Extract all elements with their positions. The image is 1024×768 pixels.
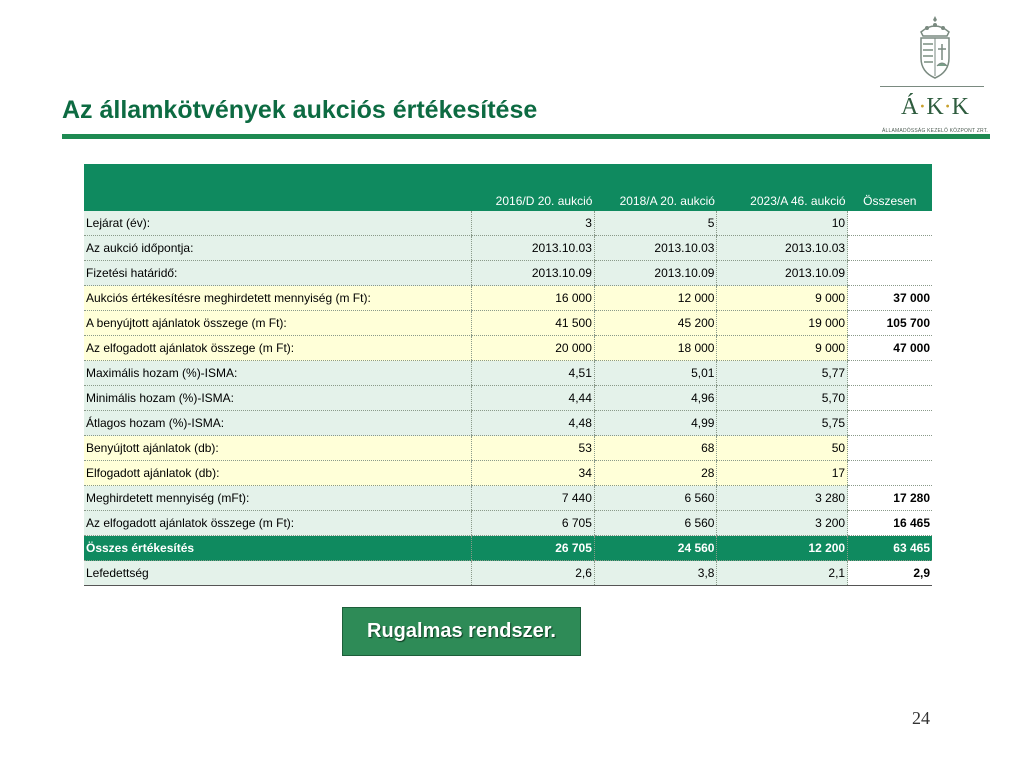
table-row: Elfogadott ajánlatok (db): 34 28 17 <box>84 461 932 486</box>
table-row: Lejárat (év): 3 5 10 <box>84 211 932 236</box>
coat-of-arms-icon <box>913 14 957 80</box>
title-underline <box>62 134 990 139</box>
table-row: Maximális hozam (%)-ISMA: 4,51 5,01 5,77 <box>84 361 932 386</box>
table-header-row <box>84 164 932 211</box>
auction-table <box>84 164 932 586</box>
table-row: A benyújtott ajánlatok összege (m Ft): 41 500 45 200 19 000 105 700 <box>84 311 932 336</box>
table-row: Benyújtott ajánlatok (db): 53 68 50 <box>84 436 932 461</box>
table-row-total-sales: Összes értékesítés 26 705 24 560 12 200 63 465 <box>84 536 932 561</box>
table-row: Aukciós értékesítésre meghirdetett mennyiség (m Ft): 16 000 12 000 9 000 37 000 <box>84 286 932 311</box>
table-row: Minimális hozam (%)-ISMA: 4,44 4,96 5,70 <box>84 386 932 411</box>
logo-abbreviation: Á·K·K <box>900 94 970 120</box>
header-label-cell <box>84 164 472 211</box>
header-2016d: 2016/D 20. aukció <box>472 164 595 211</box>
slide-title: Az államkötvények aukciós értékesítése <box>62 96 538 124</box>
table-row: Átlagos hozam (%)-ISMA: 4,48 4,99 5,75 <box>84 411 932 436</box>
akk-logo <box>880 14 990 134</box>
table-row: Az aukció időpontja: 2013.10.03 2013.10.03 2013.10.03 <box>84 236 932 261</box>
header-2023a: 2023/A 46. aukció <box>717 164 848 211</box>
table-row: Lefedettség 2,6 3,8 2,1 2,9 <box>84 561 932 586</box>
table-row: Fizetési határidő: 2013.10.09 2013.10.09 2013.10.09 <box>84 261 932 286</box>
header-total: Összesen <box>848 164 932 211</box>
logo-subtitle: ÁLLAMADÓSSÁG KEZELŐ KÖZPONT ZRT. <box>882 128 988 134</box>
table-row: Az elfogadott ajánlatok összege (m Ft): 20 000 18 000 9 000 47 000 <box>84 336 932 361</box>
page-number: 24 <box>912 708 930 728</box>
flexible-system-callout: Rugalmas rendszer. <box>342 607 581 656</box>
table-row: Az elfogadott ajánlatok összege (m Ft): 6 705 6 560 3 200 16 465 <box>84 511 932 536</box>
header-2018a: 2018/A 20. aukció <box>594 164 717 211</box>
table-row: Meghirdetett mennyiség (mFt): 7 440 6 560 3 280 17 280 <box>84 486 932 511</box>
logo-divider <box>880 86 984 87</box>
